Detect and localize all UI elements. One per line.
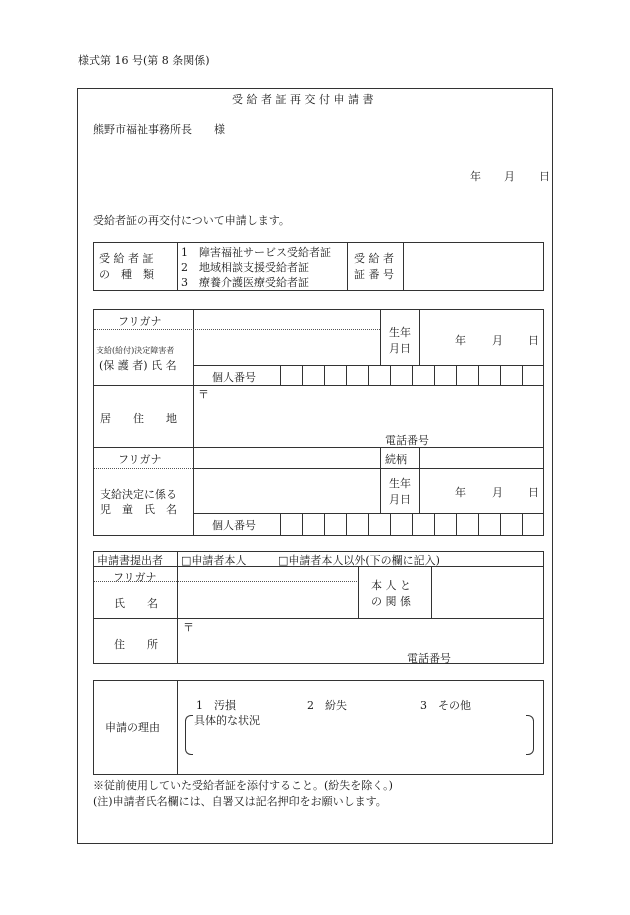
person-furigana-field[interactable] [194, 310, 379, 328]
reason-option-1[interactable]: 1 汚損 [196, 699, 236, 712]
form-number: 様式第 16 号(第 8 条関係) [78, 54, 210, 67]
addressee: 熊野市福祉事務所長 様 [93, 123, 225, 136]
person-mynumber-label: 個人番号 [212, 371, 256, 384]
reason-option-3[interactable]: 3 その他 [420, 699, 471, 712]
child-birth-year: 年 [455, 486, 466, 499]
reason-detail-field[interactable] [194, 728, 524, 754]
date-year: 年 [470, 170, 481, 183]
child-name-label-2: 児 童 氏 名 [100, 503, 177, 516]
child-birth-label-2: 月日 [389, 493, 411, 506]
person-birth-label-2: 月日 [389, 342, 411, 355]
child-birth-month: 月 [492, 486, 503, 499]
decided-person-label: 支給(給付)決定障害者 [96, 346, 175, 355]
submitter-option-other[interactable]: □申請者本人以外(下の欄に記入) [278, 554, 440, 567]
request-text: 受給者証の再交付について申請します。 [93, 214, 290, 227]
cert-type-option-1[interactable]: 1 障害福祉サービス受給者証 [181, 246, 331, 259]
submitter-label: 申請書提出者 [97, 554, 163, 567]
cert-number-field[interactable] [404, 243, 543, 290]
child-relation-field[interactable] [420, 448, 543, 467]
child-name-field[interactable] [194, 469, 379, 512]
applicant-relation-label-1: 本 人 と [371, 579, 411, 592]
form-title: 受 給 者 証 再 交 付 申 請 書 [232, 93, 374, 106]
child-furigana-field[interactable] [194, 448, 379, 467]
child-relation-label: 続柄 [385, 453, 407, 466]
applicant-relation-field[interactable] [432, 567, 543, 617]
person-name-field[interactable] [194, 330, 379, 364]
residence-label: 居 住 地 [100, 412, 177, 425]
reason-label: 申請の理由 [105, 721, 160, 734]
person-birth-day: 日 [528, 334, 539, 347]
left-bracket [185, 715, 193, 755]
applicant-furigana-label: フリガナ [113, 571, 157, 584]
applicant-postal-mark: 〒 [183, 621, 194, 634]
person-birth-month: 月 [492, 334, 503, 347]
guardian-name-label: (保 護 者) 氏 名 [99, 359, 177, 372]
person-furigana-label: フリガナ [118, 315, 162, 328]
residence-postal-mark: 〒 [198, 388, 209, 401]
reason-option-2[interactable]: 2 紛失 [307, 699, 347, 712]
cert-type-label-1: 受 給 者 証 [99, 252, 154, 265]
cert-number-label-2: 証 番 号 [354, 268, 394, 281]
residence-field[interactable] [194, 398, 543, 428]
residence-phone-label: 電話番号 [385, 434, 429, 447]
date-month: 月 [504, 170, 515, 183]
applicant-name-label: 氏 名 [114, 597, 158, 610]
cert-type-option-3[interactable]: 3 療養介護医療受給者証 [181, 276, 309, 289]
person-birth-year: 年 [455, 334, 466, 347]
child-birth-day: 日 [528, 486, 539, 499]
applicant-name-field[interactable] [178, 567, 357, 617]
date-day: 日 [539, 170, 550, 183]
child-birth-label-1: 生年 [389, 477, 411, 490]
child-furigana-label: フリガナ [118, 453, 162, 466]
submitter-option-self[interactable]: □申請者本人 [181, 554, 247, 567]
child-name-label-1: 支給決定に係る [100, 488, 177, 501]
applicant-relation-label-2: の 関 係 [371, 595, 411, 608]
applicant-address-field[interactable] [178, 632, 543, 650]
cert-number-label-1: 受 給 者 [354, 252, 394, 265]
reason-detail-label: 具体的な状況 [194, 714, 260, 727]
note-signature: (注)申請者氏名欄には、自署又は記名押印をお願いします。 [93, 795, 387, 808]
note-attach: ※従前使用していた受給者証を添付すること。(紛失を除く。) [93, 779, 393, 792]
applicant-address-label: 住 所 [114, 638, 158, 651]
cert-type-label-2: の 種 類 [99, 268, 154, 281]
cert-type-option-2[interactable]: 2 地域相談支援受給者証 [181, 261, 309, 274]
right-bracket [526, 715, 534, 755]
person-birth-label-1: 生年 [389, 326, 411, 339]
applicant-phone-label: 電話番号 [407, 652, 451, 665]
child-mynumber-label: 個人番号 [212, 519, 256, 532]
